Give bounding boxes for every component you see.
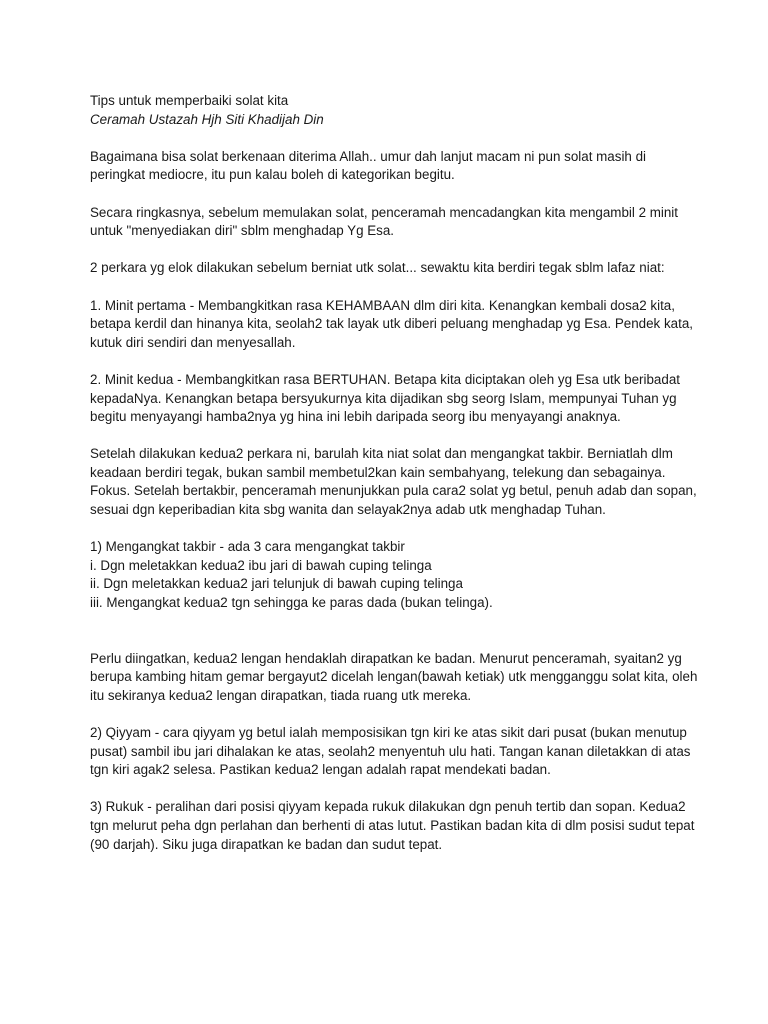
takbir-list-item: iii. Mengangkat kedua2 tgn sehingga ke paras dada (bukan telinga). — [90, 595, 493, 611]
spacer — [90, 185, 698, 204]
spacer — [90, 613, 698, 650]
spacer — [90, 520, 698, 539]
takbir-list — [90, 538, 698, 612]
paragraph-second-minute: 2. Minit kedua - Membangkitkan rasa BERTUHAN. Betapa kita diciptakan oleh yg Esa utk beribadat kepadaNya. Kenangkan betapa bersyukurnya kita dijadikan sbg seorg Islam, mempunyai Tuhan yg begitu menyayangi hamba2nya yg hina ini lebih daripada seorg ibu menyayangi anaknya. — [90, 371, 680, 425]
paragraph-after-two: Setelah dilakukan kedua2 perkara ni, barulah kita niat solat dan mengangkat takbir. Berniatlah dlm keadaan berdiri tegak, bukan sambil membetul2kan kain sembahyang, telekung dan sebagainya. Fokus. Setelah bertakbir, penceramah menunjukkan pula cara2 solat yg betul, penuh adab dan sopan, sesuai dgn keperibadian kita sbg wanita dan selayak2nya adab utk menghadap Tuhan. — [90, 446, 697, 518]
spacer — [90, 352, 698, 371]
paragraph-qiyyam: 2) Qiyyam - cara qiyyam yg betul ialah memposisikan tgn kiri ke atas sikit dari pusat (bukan menutup pusat) sambil ibu jari dihalakan ke atas, seolah2 menyentuh ulu hati. Tangan kanan diletakkan di atas tgn kiri agak2 selesa. Pastikan kedua2 lengan adalah rapat mendekati badan. — [90, 725, 691, 778]
takbir-list-item: ii. Dgn meletakkan kedua2 jari telunjuk di bawah cuping telinga — [90, 576, 463, 592]
spacer — [90, 780, 698, 799]
spacer — [90, 241, 698, 260]
paragraph-intro: Bagaimana bisa solat berkenaan diterima Allah.. umur dah lanjut macam ni pun solat masih di peringkat mediocre, itu pun kalau boleh di kategorikan begitu. — [90, 148, 647, 183]
paragraph-rukuk: 3) Rukuk - peralihan dari posisi qiyyam kepada rukuk dilakukan dgn penuh tertib dan sopan. Kedua2 tgn melurut peha dgn perlahan dan berhenti di atas lutut. Pastikan badan kita di dlm posisi sudut tepat (90 darjah). Siku juga dirapatkan ke badan dan sudut tepat. — [90, 799, 695, 852]
spacer — [90, 278, 698, 297]
paragraph-two-things: 2 perkara yg elok dilakukan sebelum berniat utk solat... sewaktu kita berdiri tegak sblm lafaz niat: — [90, 260, 665, 276]
paragraph-summary: Secara ringkasnya, sebelum memulakan solat, penceramah mencadangkan kita mengambil 2 minit untuk "menyediakan diri" sblm menghadap Yg Esa. — [90, 204, 679, 239]
spacer — [90, 129, 698, 148]
paragraph-first-minute: 1. Minit pertama - Membangkitkan rasa KEHAMBAAN dlm diri kita. Kenangkan kembali dosa2 kita, betapa kerdil dan hinanya kita, seolah2 tak layak utk diberi peluang menghadap yg Esa. Pendek kata, kutuk diri sendiri dan menyesallah. — [90, 297, 693, 350]
takbir-list-item: i. Dgn meletakkan kedua2 ibu jari di bawah cuping telinga — [90, 557, 432, 573]
takbir-list-heading: 1) Mengangkat takbir - ada 3 cara mengangkat takbir — [90, 539, 405, 555]
document-subtitle: Ceramah Ustazah Hjh Siti Khadijah Din — [90, 111, 324, 127]
paragraph-arms: Perlu diingatkan, kedua2 lengan hendaklah dirapatkan ke badan. Menurut penceramah, syaitan2 yg berupa kambing hitam gemar bergayut2 dicelah lengan(bawah ketiak) utk mengganggu solat kita, oleh itu sekiranya kedua2 lengan dirapatkan, tiada ruang utk mereka. — [90, 650, 698, 703]
spacer — [90, 427, 698, 446]
document-title: Tips untuk memperbaiki solat kita — [90, 93, 289, 108]
spacer — [90, 705, 698, 724]
